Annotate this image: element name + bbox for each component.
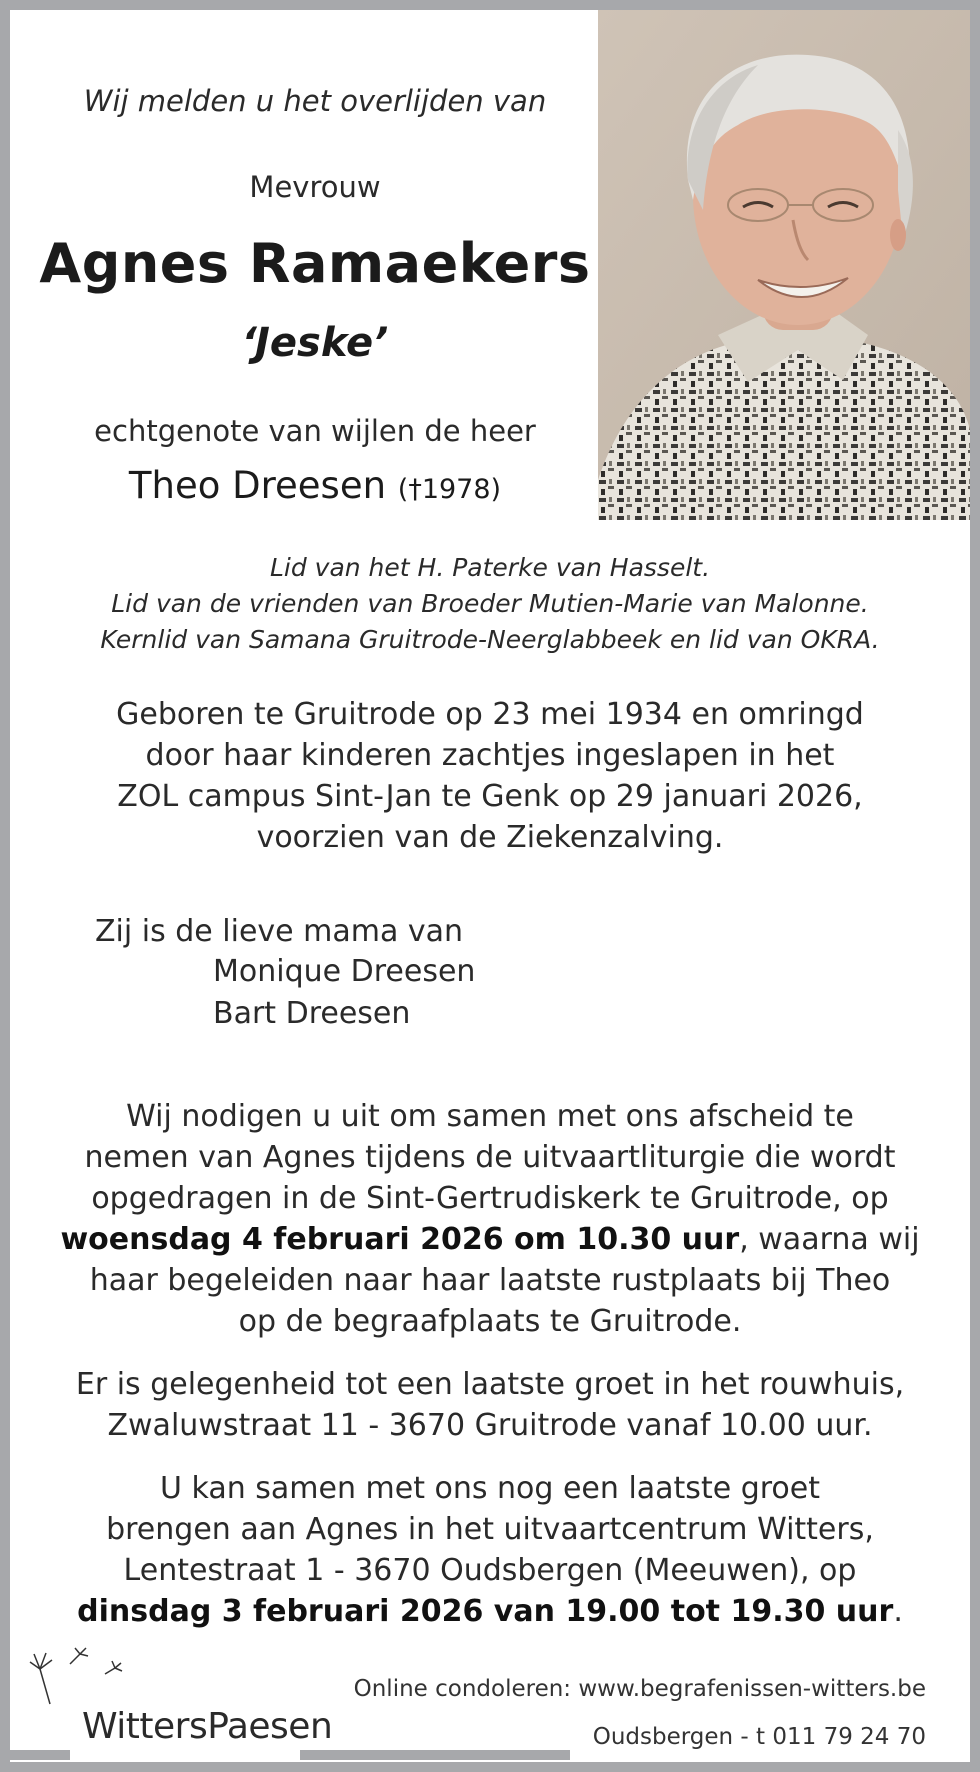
- detail-line: voorzien van de Ziekenzalving.: [256, 820, 724, 855]
- intro-text: Wij melden u het overlijden van: [83, 84, 547, 118]
- detail-line: door haar kinderen zachtjes ingeslapen in het: [145, 738, 835, 773]
- birth-and-death-details: [10, 694, 970, 858]
- spouse-name: Theo Dreesen: [128, 464, 387, 507]
- farewell-line: [10, 1591, 970, 1632]
- farewell-line: brengen aan Agnes in het uitvaartcentrum Witters,: [106, 1512, 874, 1547]
- funeral-invitation: [10, 1096, 970, 1342]
- contact-phone: Oudsbergen - t 011 79 24 70: [592, 1724, 926, 1750]
- membership-line: Lid van de vrienden van Broeder Mutien-Marie van Malonne.: [111, 589, 869, 618]
- funeral-home-logo: [20, 1644, 333, 1754]
- dandelion-icon: [20, 1644, 140, 1714]
- spouse: [10, 464, 620, 507]
- invitation-line: nemen van Agnes tijdens de uitvaartliturgie die wordt: [84, 1140, 896, 1175]
- logo-text: WittersPaesen: [82, 1706, 333, 1747]
- nickname: ‘Jeske’: [241, 320, 389, 366]
- spouse-death-year: (†1978): [397, 474, 502, 505]
- child-name: Monique Dreesen: [213, 954, 476, 989]
- detail-line: Geboren te Gruitrode op 23 mei 1934 en omringd: [116, 697, 864, 732]
- visitation-date: dinsdag 3 februari 2026 van 19.00 tot 19.30 uur: [77, 1594, 894, 1629]
- invitation-line: op de begraafplaats te Gruitrode.: [238, 1304, 742, 1339]
- child-name: Bart Dreesen: [213, 996, 411, 1031]
- farewell-line: U kan samen met ons nog een laatste groet: [160, 1471, 820, 1506]
- divider: [10, 1750, 70, 1760]
- invitation-line: opgedragen in de Sint-Gertrudiskerk te Gruitrode, op: [91, 1181, 889, 1216]
- title: Mevrouw: [249, 170, 381, 204]
- farewell-center: [10, 1468, 970, 1632]
- membership-line: Lid van het H. Paterke van Hasselt.: [269, 553, 711, 582]
- portrait-photo: [598, 10, 970, 520]
- funeral-date: woensdag 4 februari 2026 om 10.30 uur: [60, 1222, 740, 1257]
- farewell-line: Er is gelegenheid tot een laatste groet in het rouwhuis,: [75, 1367, 905, 1402]
- membership-line: Kernlid van Samana Gruitrode-Neerglabbeek en lid van OKRA.: [100, 625, 880, 654]
- condolence-website[interactable]: Online condoleren: www.begrafenissen-witters.be: [353, 1676, 926, 1702]
- farewell-text: .: [893, 1594, 903, 1629]
- invitation-text: , waarna wij: [739, 1222, 920, 1257]
- farewell-line: Zwaluwstraat 11 - 3670 Gruitrode vanaf 10.00 uur.: [107, 1408, 873, 1443]
- farewell-home: [10, 1364, 970, 1446]
- death-notice-card: [10, 10, 970, 1762]
- farewell-line: Lentestraat 1 - 3670 Oudsbergen (Meeuwen), op: [123, 1553, 857, 1588]
- memberships: [10, 550, 970, 658]
- invitation-line: haar begeleiden naar haar laatste rustplaats bij Theo: [89, 1263, 891, 1298]
- spouse-line: echtgenote van wijlen de heer: [94, 414, 536, 448]
- deceased-name: Agnes Ramaekers: [39, 232, 591, 295]
- detail-line: ZOL campus Sint-Jan te Genk op 29 januari 2026,: [117, 779, 863, 814]
- portrait-illustration: [598, 10, 970, 520]
- divider: [300, 1750, 570, 1760]
- invitation-line: [10, 1219, 970, 1260]
- children-intro: Zij is de lieve mama van: [95, 914, 464, 949]
- invitation-line: Wij nodigen u uit om samen met ons afscheid te: [126, 1099, 854, 1134]
